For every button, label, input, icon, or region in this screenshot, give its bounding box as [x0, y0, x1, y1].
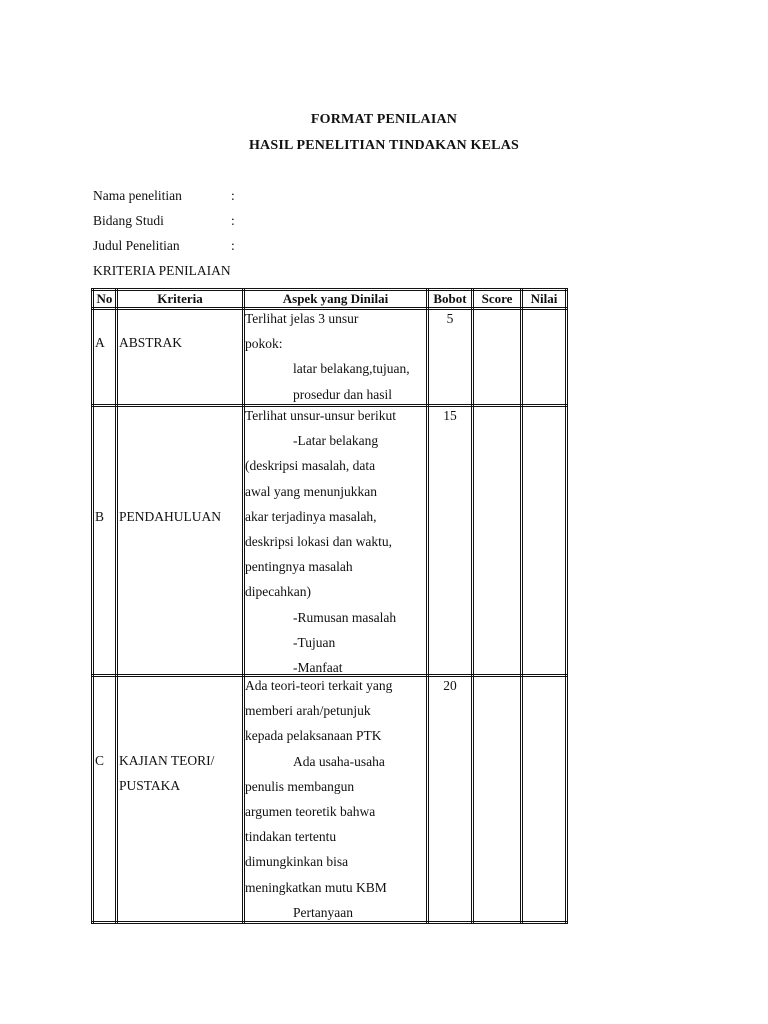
table-border [471, 288, 472, 924]
table-border [117, 288, 118, 924]
column-header-aspek: Aspek yang Dinilai [282, 291, 389, 306]
row-kriteria: KAJIAN TEORI/ [119, 753, 215, 768]
aspek-line: awal yang menunjukkan [245, 483, 377, 499]
column-header-bobot: Bobot [433, 291, 467, 306]
aspek-line: pokok: [245, 336, 283, 352]
field-label: Nama penelitian [93, 188, 182, 203]
table-border [567, 288, 568, 924]
field-label: Bidang Studi [93, 213, 164, 228]
column-header-no: No [96, 291, 113, 306]
aspek-line: tindakan tertentu [245, 829, 337, 845]
aspek-line: meningkatkan mutu KBM [245, 879, 387, 895]
field-colon: : [231, 213, 235, 228]
aspek-line: penulis membangun [245, 778, 355, 794]
aspek-line: Terlihat unsur-unsur berikut [245, 408, 396, 423]
aspek-line: Ada teori-teori terkait yang [245, 678, 393, 693]
table-border [522, 288, 523, 924]
aspek-line: (deskripsi masalah, data [245, 458, 376, 474]
aspek-line: dimungkinkan bisa [245, 854, 349, 870]
table-border [115, 288, 116, 924]
aspek-line: pentingnya masalah [245, 559, 353, 575]
table-border [93, 288, 94, 924]
aspek-line: -Rumusan masalah [293, 609, 397, 625]
aspek-line: kepada pelaksanaan PTK [245, 728, 382, 744]
row-aspek [245, 306, 410, 407]
aspek-line: deskripsi lokasi dan waktu, [245, 533, 392, 549]
aspek-line: prosedur dan hasil [293, 386, 392, 402]
row-bobot: 15 [443, 408, 457, 423]
table-border [565, 288, 566, 924]
aspek-line: -Tujuan [293, 634, 336, 650]
row-aspek [245, 673, 392, 925]
aspek-line: akar terjadinya masalah, [245, 508, 377, 524]
field-label: Judul Penelitian [93, 238, 180, 253]
table-border [242, 288, 243, 924]
row-kriteria: ABSTRAK [119, 335, 183, 350]
row-kriteria: PENDAHULUAN [119, 509, 221, 524]
field-colon: : [231, 238, 235, 253]
assessment-table [91, 288, 568, 924]
section-heading: KRITERIA PENILAIAN [93, 263, 231, 278]
document-subtitle: HASIL PENELITIAN TINDAKAN KELAS [248, 138, 520, 153]
aspek-line: argumen teoretik bahwa [245, 803, 376, 819]
column-header-kriteria: Kriteria [157, 291, 203, 306]
table-border [91, 288, 92, 924]
aspek-line: Terlihat jelas 3 unsur [245, 311, 359, 326]
column-header-nilai: Nilai [530, 291, 558, 306]
table-border [473, 288, 474, 924]
table-border [428, 288, 429, 924]
aspek-line: Ada usaha-usaha [293, 753, 385, 769]
row-kriteria: PUSTAKA [119, 778, 181, 793]
row-bobot: 5 [446, 311, 454, 326]
table-border [520, 288, 521, 924]
row-aspek [245, 403, 396, 680]
row-no: C [95, 753, 105, 768]
aspek-line: memberi arah/petunjuk [245, 703, 371, 719]
table-border [426, 288, 427, 924]
aspek-line: latar belakang,tujuan, [293, 361, 410, 377]
field-colon: : [231, 188, 235, 203]
aspek-line: -Latar belakang [293, 433, 379, 449]
aspek-line: Pertanyaan [293, 904, 353, 920]
row-bobot: 20 [443, 678, 457, 693]
document-title: FORMAT PENILAIAN [310, 112, 458, 127]
column-header-score: Score [481, 291, 513, 306]
row-no: B [95, 509, 105, 524]
row-no: A [95, 335, 105, 350]
aspek-line: -Manfaat [293, 659, 343, 675]
aspek-line: dipecahkan) [245, 584, 311, 600]
